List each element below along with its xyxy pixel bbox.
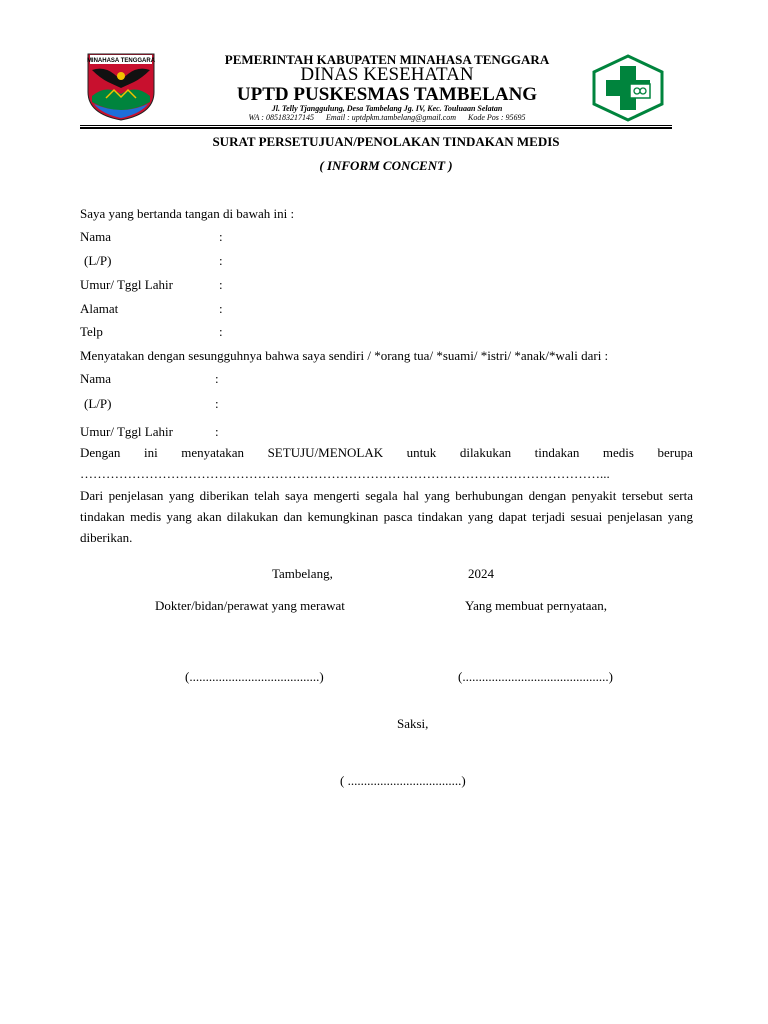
field-label-phone: Telp [80,324,103,339]
field-colon: : [215,371,219,386]
department-name: DINAS KESEHATAN [300,64,474,85]
signing-place: Tambelang, [272,566,333,581]
puskesmas-logo [590,54,666,122]
header-divider-thin [80,125,672,126]
consent-word: tindakan [534,445,580,460]
consent-word: untuk [406,445,437,460]
document-subtitle: ( INFORM CONCENT ) [319,158,453,173]
field-colon: : [219,277,223,292]
patient-label-name: Nama [80,371,112,386]
field-label-address: Alamat [80,301,119,316]
attending-staff-role: Dokter/bidan/perawat yang merawat [155,598,345,613]
witness-signature-line: ( ...................................) [340,773,466,788]
field-colon: : [219,324,223,339]
consent-word: ini [143,445,158,460]
institution-address: Jl. Telly Tjanggulung, Desa Tambelang Jg. IV, Kec. Touluaan Selatan [271,104,503,113]
consent-word: medis [602,445,634,460]
field-colon: : [219,229,223,244]
consent-word: menyatakan [181,445,245,460]
consent-choice: SETUJU/MENOLAK [267,445,384,460]
contact-wa: WA : 085183217145 [248,113,314,122]
field-colon: : [215,396,219,411]
field-label-gender: (L/P) [84,253,112,268]
puskesmas-logo-graphic [590,54,666,122]
field-colon: : [219,253,223,268]
consent-word: berupa [657,445,693,460]
declarant-role: Yang membuat pernyataan, [465,598,608,613]
patient-label-gender: (L/P) [84,396,112,411]
regency-emblem-logo [84,52,158,122]
intro-text: Saya yang bertanda tangan di bawah ini : [80,206,295,221]
relationship-statement: Menyatakan dengan sesungguhnya bahwa saya sendiri / *orang tua/ *suami/ *istri/ *anak/*wali dari : [80,348,609,363]
contact-email: Email : uptdpkm.tambelang@gmail.com [325,113,456,122]
consent-word: dilakukan [459,445,512,460]
document-title: SURAT PERSETUJUAN/PENOLAKAN TINDAKAN MEDIS [212,134,560,149]
regency-emblem-graphic [84,52,158,122]
field-colon: : [219,301,223,316]
contact-postal-code: Kode Pos : 95695 [467,113,526,122]
attending-staff-signature-line: (........................................) [185,669,324,684]
procedure-blank-line: …………………………………………………………………………………………………………... [80,466,610,481]
patient-label-age-birthdate: Umur/ Tggl Lahir [80,424,173,439]
declarant-signature-line: (.............................................) [458,669,613,684]
signing-year: 2024 [468,566,494,581]
government-name: PEMERINTAH KABUPATEN MINAHASA TENGGARA [224,52,550,67]
witness-label: Saksi, [397,716,429,731]
emblem-text: MINAHASA TENGGARA [86,58,156,64]
field-colon: : [215,424,219,439]
consent-sentence [80,445,693,461]
field-label-name: Nama [80,229,112,244]
header-divider-thick [80,127,672,129]
explanation-paragraph: Dari penjelasan yang diberikan telah saya mengerti segala hal yang berhubungan dengan penyakit tersebut serta tindakan medis yang akan dilakukan dan kemungkinan pasca tindakan yang dapat terjadi sesuai penjelasan yang diberikan. [80,488,693,545]
institution-contact [180,113,594,122]
consent-word: Dengan [80,445,121,460]
institution-name: UPTD PUSKESMAS TAMBELANG [236,84,538,105]
field-label-age-birthdate: Umur/ Tggl Lahir [80,277,173,292]
